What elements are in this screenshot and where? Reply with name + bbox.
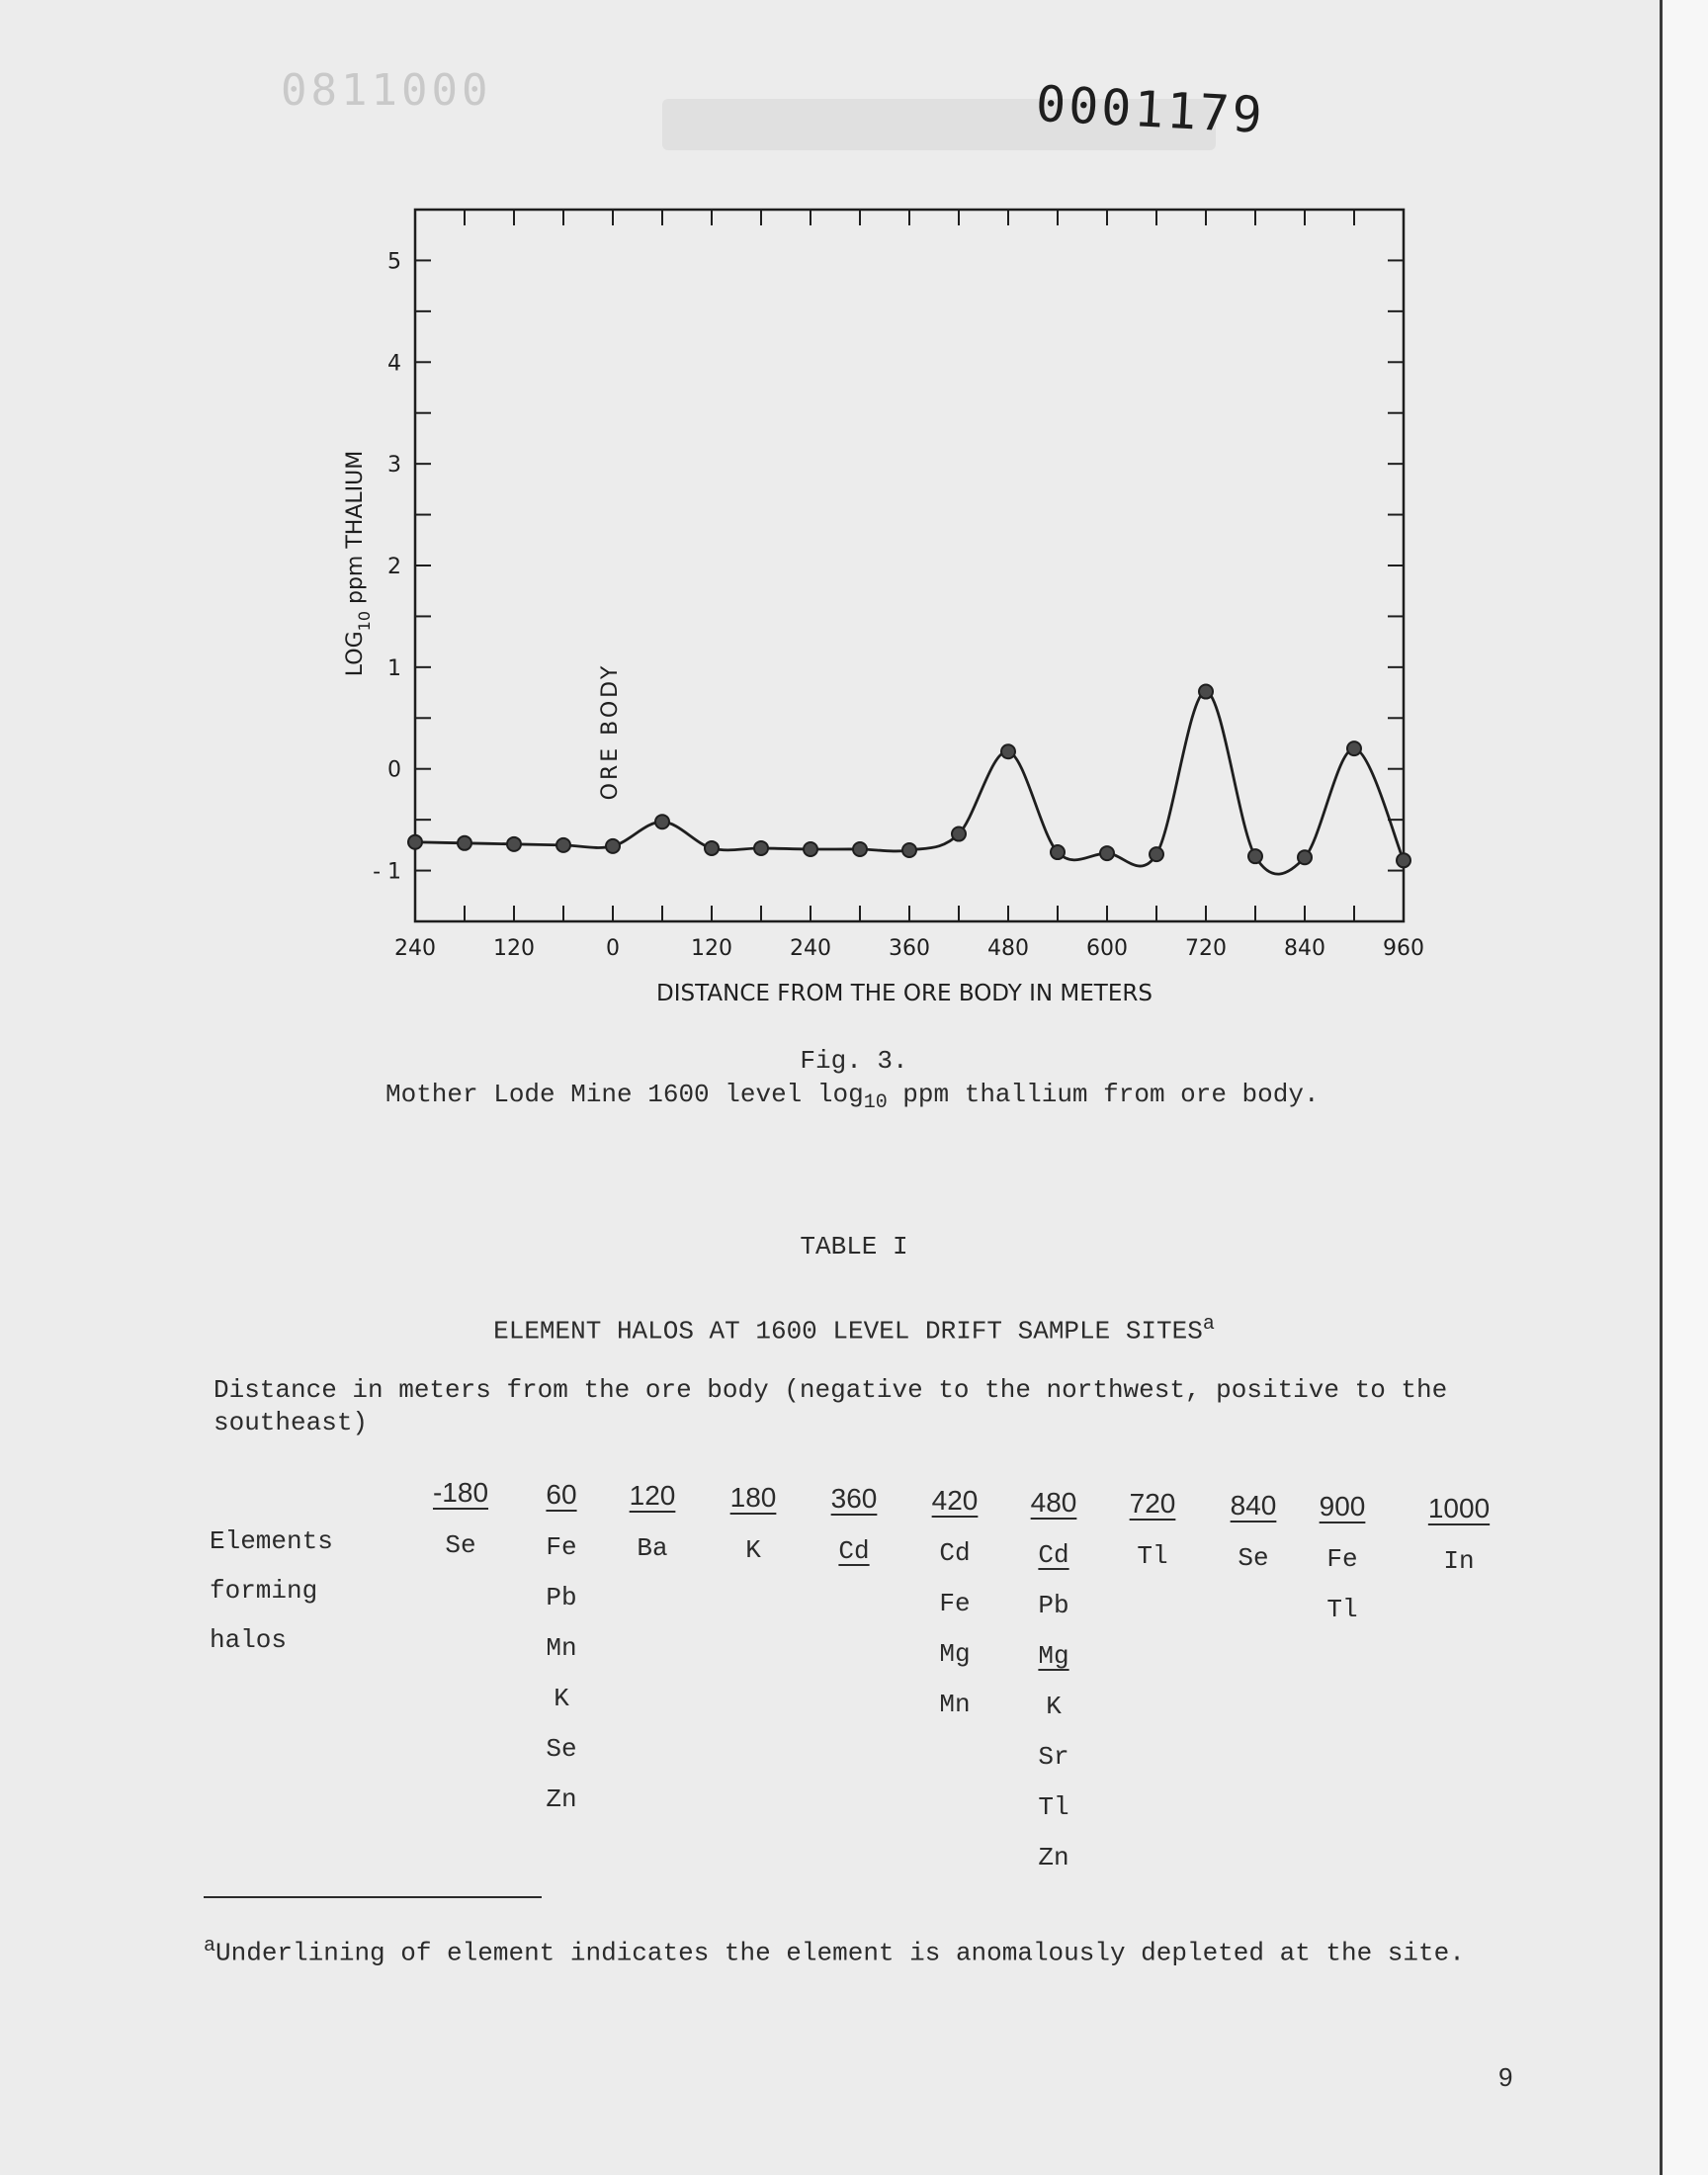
footnote-rule (204, 1896, 542, 1898)
data-point (408, 835, 422, 849)
element-cell: Mn (939, 1690, 971, 1719)
x-tick-label: 240 (394, 936, 436, 961)
data-points (408, 685, 1410, 868)
ore-body-annotation: ORE BODY (598, 662, 623, 801)
data-point (705, 841, 719, 855)
element-cell: Mg (939, 1639, 971, 1669)
y-tick-label: 3 (387, 453, 401, 478)
thallium-chart (0, 0, 1708, 1038)
y-tick-label: 1 (387, 655, 401, 681)
column-distance: 60 (546, 1478, 577, 1510)
data-point (1397, 853, 1410, 867)
table-heading: ELEMENT HALOS AT 1600 LEVEL DRIFT SAMPLE SITES$^a$ (493, 1313, 1215, 1347)
row-label-line: forming (210, 1576, 318, 1606)
plot-border (415, 210, 1404, 921)
element-cell: In (1443, 1546, 1475, 1576)
element-cell: Se (546, 1733, 577, 1764)
element-cell: K (1046, 1691, 1062, 1721)
x-tick-label: 120 (493, 936, 535, 961)
figure-caption: Mother Lode Mine 1600 level $\log_{10}$ ppm thallium from ore body. (385, 1080, 1320, 1115)
chart-frame (415, 210, 1404, 921)
element-cell: Cd (838, 1536, 870, 1567)
element-cell: Pb (546, 1582, 577, 1612)
element-cell: Tl (1326, 1595, 1358, 1625)
column-distance: 180 (729, 1481, 777, 1513)
element-cell: Fe (546, 1531, 577, 1562)
y-tick-label: 2 (387, 555, 401, 579)
element-cell: Cd (1038, 1539, 1069, 1570)
data-point (507, 837, 521, 851)
element-cell: Ba (637, 1533, 668, 1564)
element-cell: Tl (1038, 1791, 1069, 1822)
data-point (804, 842, 817, 856)
data-point (1150, 847, 1163, 861)
x-tick-label: 720 (1185, 936, 1227, 961)
row-label-line: Elements (210, 1526, 333, 1556)
element-cell: Se (445, 1530, 476, 1560)
element-cell: Mn (546, 1632, 577, 1663)
data-point (1001, 744, 1015, 758)
data-point (1248, 849, 1262, 863)
column-distance: 1000 (1427, 1493, 1491, 1523)
element-cell: K (745, 1534, 761, 1565)
data-point (853, 842, 867, 856)
column-distance: 480 (1030, 1486, 1077, 1518)
data-point (1051, 845, 1065, 859)
element-cell: Fe (939, 1589, 971, 1618)
x-tick-label: 240 (790, 936, 831, 961)
element-cell: Tl (1137, 1541, 1168, 1572)
data-point (1199, 685, 1213, 699)
column-distance: 120 (629, 1480, 676, 1512)
x-axis-label: DISTANCE FROM THE ORE BODY IN METERS (656, 981, 1153, 1006)
column-distance: 720 (1129, 1488, 1176, 1520)
footnote: $^a$Underlining of element indicates the element is anomalously depleted at the site. (204, 1935, 1465, 1968)
x-tick-label: 960 (1383, 936, 1424, 961)
table-description: Distance in meters from the ore body (negative to the northwest, positive to the southeast) (214, 1375, 1448, 1437)
column-distance: 420 (931, 1485, 979, 1516)
data-point (556, 838, 570, 852)
x-tick-label: 360 (889, 936, 930, 961)
element-cell: Sr (1038, 1741, 1069, 1772)
column-distance: -180 (432, 1477, 489, 1508)
column-distance: 360 (830, 1483, 878, 1515)
y-axis-ticks (373, 210, 1404, 921)
data-point (754, 841, 768, 855)
element-cell: Zn (546, 1784, 577, 1814)
x-tick-label: 840 (1284, 936, 1325, 961)
column-distance: 900 (1319, 1491, 1366, 1522)
faint-page-stamp: 0811000 (281, 65, 492, 116)
data-point (952, 827, 966, 841)
x-tick-label: 120 (691, 936, 732, 961)
x-tick-label: 0 (606, 936, 620, 961)
y-tick-label: 0 (387, 757, 401, 783)
element-cell: Fe (1326, 1544, 1358, 1575)
data-point (606, 839, 620, 853)
x-tick-label: 600 (1086, 936, 1128, 961)
row-label-line: halos (210, 1625, 288, 1655)
y-axis-label: $LOG_{10}$ ppm THALIUM (343, 450, 374, 677)
element-cell: Zn (1038, 1842, 1069, 1872)
x-tick-label: 480 (987, 936, 1029, 961)
page-stamp: 0001179 (1034, 74, 1267, 145)
data-point (1100, 846, 1114, 860)
data-point (1347, 741, 1361, 755)
figure-label: Fig. 3. (800, 1046, 908, 1076)
data-point (655, 815, 669, 828)
y-tick-label: 5 (387, 249, 401, 275)
table-title: TABLE I (800, 1232, 908, 1262)
element-cell: Cd (939, 1538, 971, 1568)
element-cell: Mg (1038, 1640, 1069, 1671)
page-number: 9 (1498, 2062, 1513, 2092)
y-tick-label: 4 (387, 351, 401, 377)
element-cell: K (554, 1683, 569, 1713)
data-point (458, 836, 471, 850)
element-cell: Pb (1038, 1590, 1069, 1620)
column-distance: 840 (1230, 1489, 1277, 1521)
y-tick-label: - 1 (373, 859, 401, 885)
element-cell: Se (1238, 1542, 1269, 1573)
data-point (902, 843, 916, 857)
data-point (1298, 850, 1312, 864)
